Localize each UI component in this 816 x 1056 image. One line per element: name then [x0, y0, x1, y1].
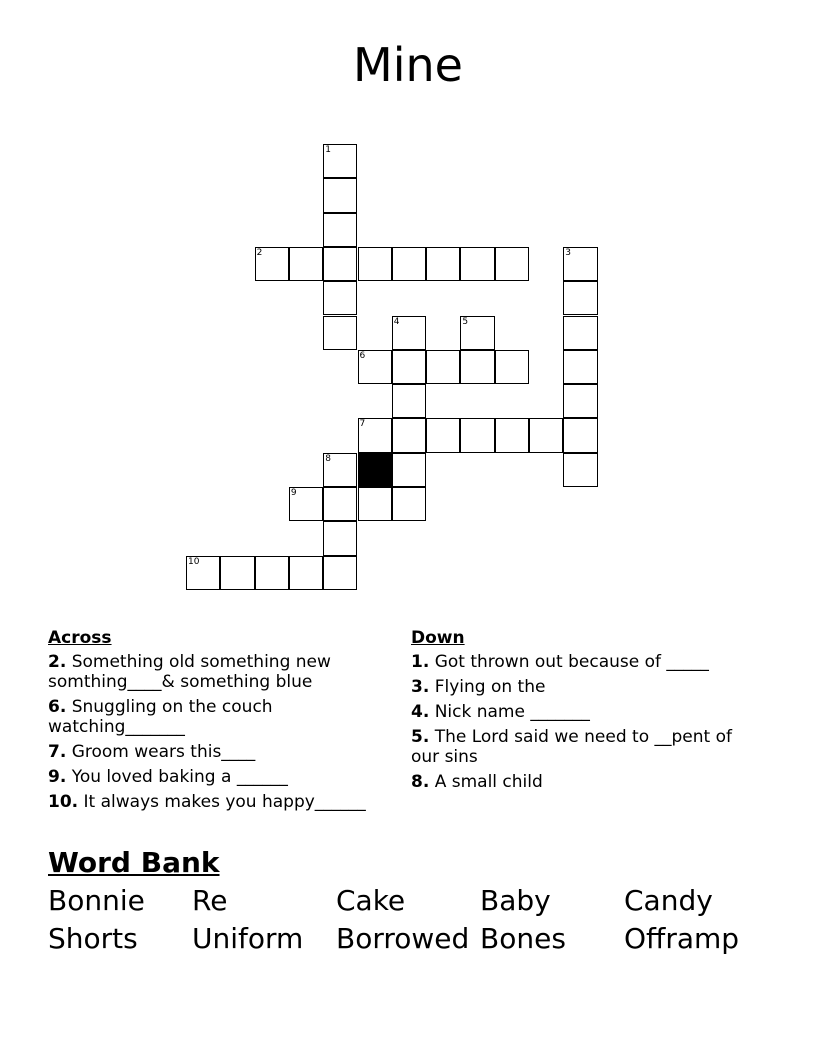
grid-cell[interactable] — [392, 247, 426, 281]
down-clues — [411, 628, 751, 797]
word-bank-item: Bonnie — [48, 884, 145, 917]
across-clue-9: 9. You loved baking a ______ — [48, 767, 288, 787]
grid-cell[interactable] — [392, 418, 426, 452]
across-clue-10: 10. It always makes you happy______ — [48, 792, 366, 812]
grid-cell[interactable] — [220, 556, 254, 590]
grid-cell[interactable] — [392, 316, 426, 350]
grid-cell[interactable] — [392, 453, 426, 487]
grid-cell[interactable] — [563, 418, 597, 452]
word-bank-item: Shorts — [48, 922, 138, 955]
grid-cell[interactable] — [460, 418, 494, 452]
grid-cell[interactable] — [323, 521, 357, 555]
clue-number: 1 — [325, 145, 331, 155]
grid-cell[interactable] — [323, 281, 357, 315]
grid-cell[interactable] — [392, 350, 426, 384]
word-bank-item: Borrowed — [336, 922, 470, 955]
grid-cell[interactable] — [255, 247, 289, 281]
clue-number: 5 — [462, 316, 469, 327]
grid-cell[interactable] — [563, 350, 597, 384]
grid-cell[interactable] — [392, 384, 426, 418]
grid-cell[interactable] — [323, 213, 357, 247]
across-clue-6: 6. Snuggling on the couch watching_______ — [48, 697, 273, 737]
grid-cell[interactable] — [495, 247, 529, 281]
across-clue-7: 7. Groom wears this____ — [48, 742, 256, 762]
across-clue-2: 2. Something old something new somthing____& something blue — [48, 652, 331, 692]
word-bank-item: Offramp — [624, 922, 740, 955]
word-bank-item: Candy — [624, 884, 713, 917]
clue-number: 9 — [290, 488, 297, 498]
down-clue-4: 4. Nick name _______ — [411, 702, 590, 722]
word-bank-item: Re — [192, 884, 228, 917]
grid-cell[interactable] — [563, 247, 597, 281]
word-bank — [48, 882, 768, 958]
clue-number: 8 — [325, 453, 331, 464]
grid-cell[interactable] — [460, 316, 494, 350]
grid-cell[interactable] — [358, 247, 392, 281]
clue-number: 10 — [188, 556, 200, 567]
grid-cell[interactable] — [563, 453, 597, 487]
clue-number: 7 — [359, 419, 366, 430]
grid-cell[interactable] — [323, 144, 357, 178]
grid-cell[interactable] — [563, 316, 597, 350]
grid-cell[interactable] — [358, 350, 392, 384]
word-bank-item: Bones — [480, 922, 566, 955]
down-clue-5: 5. The Lord said we need to __pent of our sins — [411, 727, 732, 767]
clue-number: 3 — [565, 247, 572, 258]
clue-number: 6 — [359, 350, 366, 361]
clue-number: 2 — [256, 247, 263, 258]
word-bank-heading: Word Bank — [48, 846, 220, 879]
grid-cell[interactable] — [358, 418, 392, 452]
grid-cell[interactable] — [323, 178, 357, 212]
word-bank-item: Baby — [480, 884, 551, 917]
grid-cell[interactable] — [323, 247, 357, 281]
grid-cell[interactable] — [563, 384, 597, 418]
grid-cell[interactable] — [426, 418, 460, 452]
across-heading: Across — [48, 628, 112, 648]
puzzle-title: Mine — [353, 38, 463, 92]
grid-cell[interactable] — [563, 281, 597, 315]
across-clues — [48, 628, 398, 817]
word-bank-item: Uniform — [192, 922, 304, 955]
clue-number: 4 — [393, 316, 400, 327]
grid-cell[interactable] — [529, 418, 563, 452]
grid-cell[interactable] — [426, 350, 460, 384]
grid-cell[interactable] — [495, 418, 529, 452]
grid-cell[interactable] — [495, 350, 529, 384]
grid-cell[interactable] — [460, 247, 494, 281]
down-clue-1: 1. Got thrown out because of _____ — [411, 652, 709, 672]
word-bank-item: Cake — [336, 884, 406, 917]
grid-cell[interactable] — [358, 487, 392, 521]
grid-cell[interactable] — [289, 556, 323, 590]
grid-cell[interactable] — [289, 487, 323, 521]
grid-cell[interactable] — [323, 453, 357, 487]
grid-cell[interactable] — [186, 556, 220, 590]
grid-cell[interactable] — [426, 247, 460, 281]
down-clue-3: 3. Flying on the — [411, 677, 546, 697]
down-heading: Down — [411, 628, 465, 648]
down-clue-8: 8. A small child — [411, 772, 543, 792]
black-cell — [358, 453, 392, 487]
grid-cell[interactable] — [323, 556, 357, 590]
grid-cell[interactable] — [323, 487, 357, 521]
grid-cell[interactable] — [289, 247, 323, 281]
grid-cell[interactable] — [323, 316, 357, 350]
grid-cell[interactable] — [255, 556, 289, 590]
grid-cell[interactable] — [460, 350, 494, 384]
grid-cell[interactable] — [392, 487, 426, 521]
